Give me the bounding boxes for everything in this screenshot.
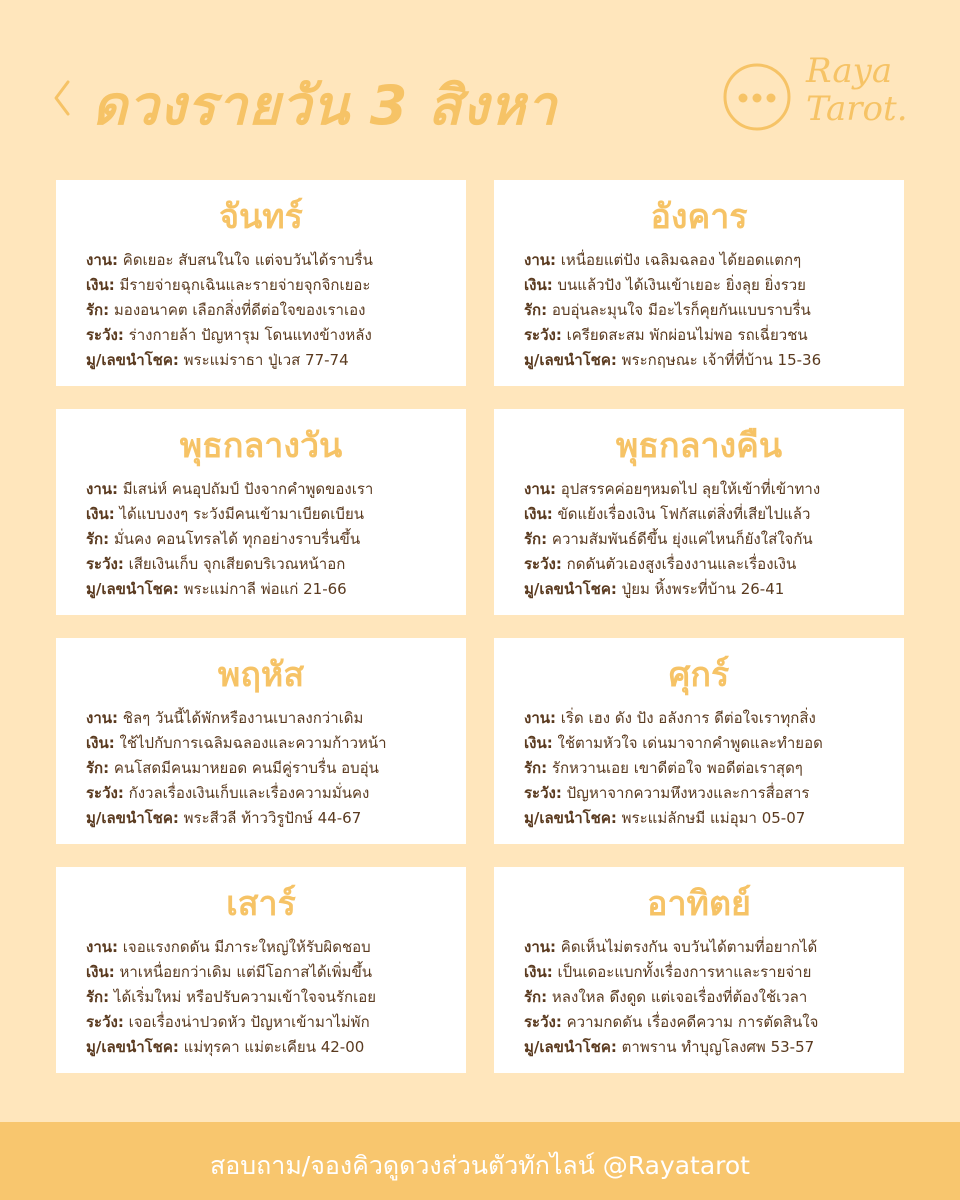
work-text: มีเสน่ห์ คนอุปถัมป์ ปังจากคำพูดของเรา [122, 480, 374, 498]
love-text: รักหวานเอย เขาดีต่อใจ พอดีต่อเราสุดๆ [551, 759, 803, 777]
reading-love [524, 527, 894, 552]
caution-label: ระวัง: [524, 1013, 562, 1031]
work-text: เริ่ด เฮง ดัง ปัง อลังการ ดีต่อใจเราทุกสิ่ง [560, 709, 816, 727]
caution-label: ระวัง: [524, 784, 562, 802]
caution-text: กังวลเรื่องเงินเก็บและเรื่องความมั่นคง [128, 784, 370, 802]
reading-work [524, 477, 894, 502]
love-label: รัก: [524, 301, 548, 319]
money-text: บนแล้วปัง ได้เงินเข้าเยอะ ยิ่งลุย ยิ่งรวย [557, 276, 806, 294]
day-title: พุธกลางคืน [615, 426, 783, 466]
love-label: รัก: [86, 301, 110, 319]
chevron-left-icon[interactable] [50, 74, 74, 122]
love-text: มองอนาคต เลือกสิ่งที่ดีต่อใจของเราเอง [113, 301, 366, 319]
love-text: มั่นคง คอนโทรลได้ ทุกอย่างราบรื่นขึ้น [113, 530, 361, 548]
lucky-label: มู/เลขนำโชค: [86, 809, 179, 827]
logo-line-1: Raya [806, 51, 893, 91]
reading-work [86, 248, 456, 273]
reading-money [524, 960, 894, 985]
reading-money [524, 731, 894, 756]
caution-label: ระวัง: [86, 784, 124, 802]
love-label: รัก: [86, 530, 110, 548]
caution-text: ความกดดัน เรื่องคดีความ การตัดสินใจ [566, 1013, 819, 1031]
reading-caution [524, 323, 894, 348]
money-label: เงิน: [86, 734, 115, 752]
lucky-label: มู/เลขนำโชค: [86, 351, 179, 369]
love-text: อบอุ่นละมุนใจ มีอะไรก็คุยกันแบบราบรื่น [551, 301, 811, 319]
work-label: งาน: [524, 938, 556, 956]
work-label: งาน: [86, 251, 118, 269]
caution-label: ระวัง: [86, 1013, 124, 1031]
horoscope-card [494, 638, 904, 844]
work-label: งาน: [86, 709, 118, 727]
work-label: งาน: [86, 480, 118, 498]
money-label: เงิน: [86, 505, 115, 523]
love-text: หลงใหล ดึงดูด แต่เจอเรื่องที่ต้องใช้เวลา [551, 988, 808, 1006]
lucky-text: พระกฤษณะ เจ้าที่ที่บ้าน 15-36 [621, 351, 822, 369]
reading-money [524, 502, 894, 527]
love-text: ได้เริ่มใหม่ หรือปรับความเข้าใจจนรักเอย [113, 988, 376, 1006]
money-text: ได้แบบงงๆ ระวังมีคนเข้ามาเบียดเบียน [119, 505, 364, 523]
money-text: ขัดแย้งเรื่องเงิน โฟกัสแต่สิ่งที่เสียไปแล้ว [557, 505, 811, 523]
work-label: งาน: [524, 251, 556, 269]
horoscope-card [494, 867, 904, 1073]
day-title: จันทร์ [219, 197, 303, 237]
reading-caution [86, 1010, 456, 1035]
lucky-text: ปู่ยม หิ้งพระที่บ้าน 26-41 [621, 580, 785, 598]
horoscope-card [56, 638, 466, 844]
lucky-text: ตาพราน ทำบุญโลงศพ 53-57 [621, 1038, 815, 1056]
day-title: พุธกลางวัน [179, 426, 343, 466]
work-label: งาน: [86, 938, 118, 956]
page-title: ดวงรายวัน 3 สิงหา [92, 74, 558, 137]
logo-text [806, 52, 908, 128]
money-text: ใช้ไปกับการเฉลิมฉลองและความก้าวหน้า [119, 734, 387, 752]
love-label: รัก: [86, 759, 110, 777]
caution-label: ระวัง: [524, 326, 562, 344]
reading-love [86, 298, 456, 323]
caution-label: ระวัง: [524, 555, 562, 573]
reading-love [86, 756, 456, 781]
money-text: เป็นเดอะแบกทั้งเรื่องการหาและรายจ่าย [557, 963, 812, 981]
caution-text: เครียดสะสม พักผ่อนไม่พอ รถเฉี่ยวชน [566, 326, 808, 344]
lucky-label: มู/เลขนำโชค: [524, 1038, 617, 1056]
money-label: เงิน: [86, 276, 115, 294]
reading-lucky [86, 577, 456, 602]
logo-line-2: Tarot. [806, 89, 908, 129]
horoscope-card [56, 867, 466, 1073]
lucky-text: แม่ทุรคา แม่ตะเคียน 42-00 [183, 1038, 365, 1056]
day-title: อังคาร [650, 197, 748, 237]
reading-work [524, 935, 894, 960]
work-text: ชิลๆ วันนี้ได้พักหรืองานเบาลงกว่าเดิม [122, 709, 364, 727]
caution-text: ปัญหาจากความหึงหวงและการสื่อสาร [566, 784, 810, 802]
love-text: ความสัมพันธ์ดีขึ้น ยุ่งแค่ไหนก็ยังใส่ใจกัน [551, 530, 813, 548]
caution-text: เจอเรื่องน่าปวดหัว ปัญหาเข้ามาไม่พัก [128, 1013, 370, 1031]
reading-money [524, 273, 894, 298]
reading-caution [86, 552, 456, 577]
reading-love [524, 756, 894, 781]
love-text: คนโสดมีคนมาหยอด คนมีคู่ราบรื่น อบอุ่น [113, 759, 379, 777]
lucky-label: มู/เลขนำโชค: [524, 580, 617, 598]
reading-love [86, 527, 456, 552]
caution-text: เสียเงินเก็บ จุกเสียดบริเวณหน้าอก [128, 555, 346, 573]
horoscope-card [494, 180, 904, 386]
work-text: คิดเห็นไม่ตรงกัน จบวันได้ตามที่อยากได้ [560, 938, 818, 956]
reading-caution [86, 323, 456, 348]
reading-lucky [524, 577, 894, 602]
work-text: อุปสรรคค่อยๆหมดไป ลุยให้เข้าที่เข้าทาง [560, 480, 821, 498]
reading-lucky [524, 348, 894, 373]
work-label: งาน: [524, 480, 556, 498]
reading-money [86, 502, 456, 527]
work-label: งาน: [524, 709, 556, 727]
reading-work [524, 248, 894, 273]
lucky-label: มู/เลขนำโชค: [86, 1038, 179, 1056]
lucky-text: พระแม่ราธา ปู่เวส 77-74 [183, 351, 349, 369]
lucky-label: มู/เลขนำโชค: [524, 351, 617, 369]
reading-work [86, 477, 456, 502]
footer-banner [0, 1122, 960, 1200]
three-dots-circle-icon [722, 62, 792, 132]
day-title: อาทิตย์ [647, 884, 751, 924]
horoscope-card [56, 409, 466, 615]
reading-caution [524, 552, 894, 577]
money-label: เงิน: [524, 505, 553, 523]
love-label: รัก: [86, 988, 110, 1006]
reading-caution [524, 1010, 894, 1035]
love-label: รัก: [524, 759, 548, 777]
caution-text: กดดันตัวเองสูงเรื่องงานและเรื่องเงิน [566, 555, 797, 573]
reading-money [86, 731, 456, 756]
reading-caution [86, 781, 456, 806]
day-title: ศุกร์ [668, 655, 730, 695]
header [0, 0, 960, 160]
love-label: รัก: [524, 988, 548, 1006]
money-label: เงิน: [86, 963, 115, 981]
day-title: เสาร์ [226, 884, 296, 924]
horoscope-card [494, 409, 904, 615]
reading-love [524, 298, 894, 323]
reading-love [524, 985, 894, 1010]
money-label: เงิน: [524, 276, 553, 294]
money-label: เงิน: [524, 734, 553, 752]
money-text: มีรายจ่ายฉุกเฉินและรายจ่ายจุกจิกเยอะ [119, 276, 371, 294]
reading-money [86, 960, 456, 985]
reading-work [86, 706, 456, 731]
reading-work [86, 935, 456, 960]
lucky-label: มู/เลขนำโชค: [86, 580, 179, 598]
reading-lucky [524, 806, 894, 831]
caution-label: ระวัง: [86, 326, 124, 344]
day-title: พฤหัส [217, 655, 305, 695]
reading-lucky [86, 1035, 456, 1060]
lucky-label: มู/เลขนำโชค: [524, 809, 617, 827]
money-text: ใช้ตามหัวใจ เด่นมาจากคำพูดและทำยอด [557, 734, 823, 752]
footer-contact-text[interactable]: สอบถาม/จองคิวดูดวงส่วนตัวทักไลน์ @Rayatarot [210, 1151, 750, 1180]
reading-lucky [86, 348, 456, 373]
money-label: เงิน: [524, 963, 553, 981]
money-text: หาเหนื่อยกว่าเดิม แต่มีโอกาสได้เพิ่มขึ้น [119, 963, 373, 981]
caution-label: ระวัง: [86, 555, 124, 573]
work-text: เหนื่อยแต่ปัง เฉลิมฉลอง ได้ยอดแตกๆ [560, 251, 802, 269]
reading-lucky [524, 1035, 894, 1060]
reading-love [86, 985, 456, 1010]
work-text: เจอแรงกดดัน มีภาระใหญ่ให้รับผิดชอบ [122, 938, 371, 956]
reading-work [524, 706, 894, 731]
lucky-text: พระสีวลี ท้าววิรูปักษ์ 44-67 [183, 809, 362, 827]
reading-money [86, 273, 456, 298]
lucky-text: พระแม่กาลี พ่อแก่ 21-66 [183, 580, 347, 598]
caution-text: ร่างกายล้า ปัญหารุม โดนแทงข้างหลัง [128, 326, 372, 344]
reading-caution [524, 781, 894, 806]
reading-lucky [86, 806, 456, 831]
work-text: คิดเยอะ สับสนในใจ แต่จบวันได้ราบรื่น [122, 251, 373, 269]
horoscope-card [56, 180, 466, 386]
love-label: รัก: [524, 530, 548, 548]
lucky-text: พระแม่ลักษมี แม่อุมา 05-07 [621, 809, 806, 827]
